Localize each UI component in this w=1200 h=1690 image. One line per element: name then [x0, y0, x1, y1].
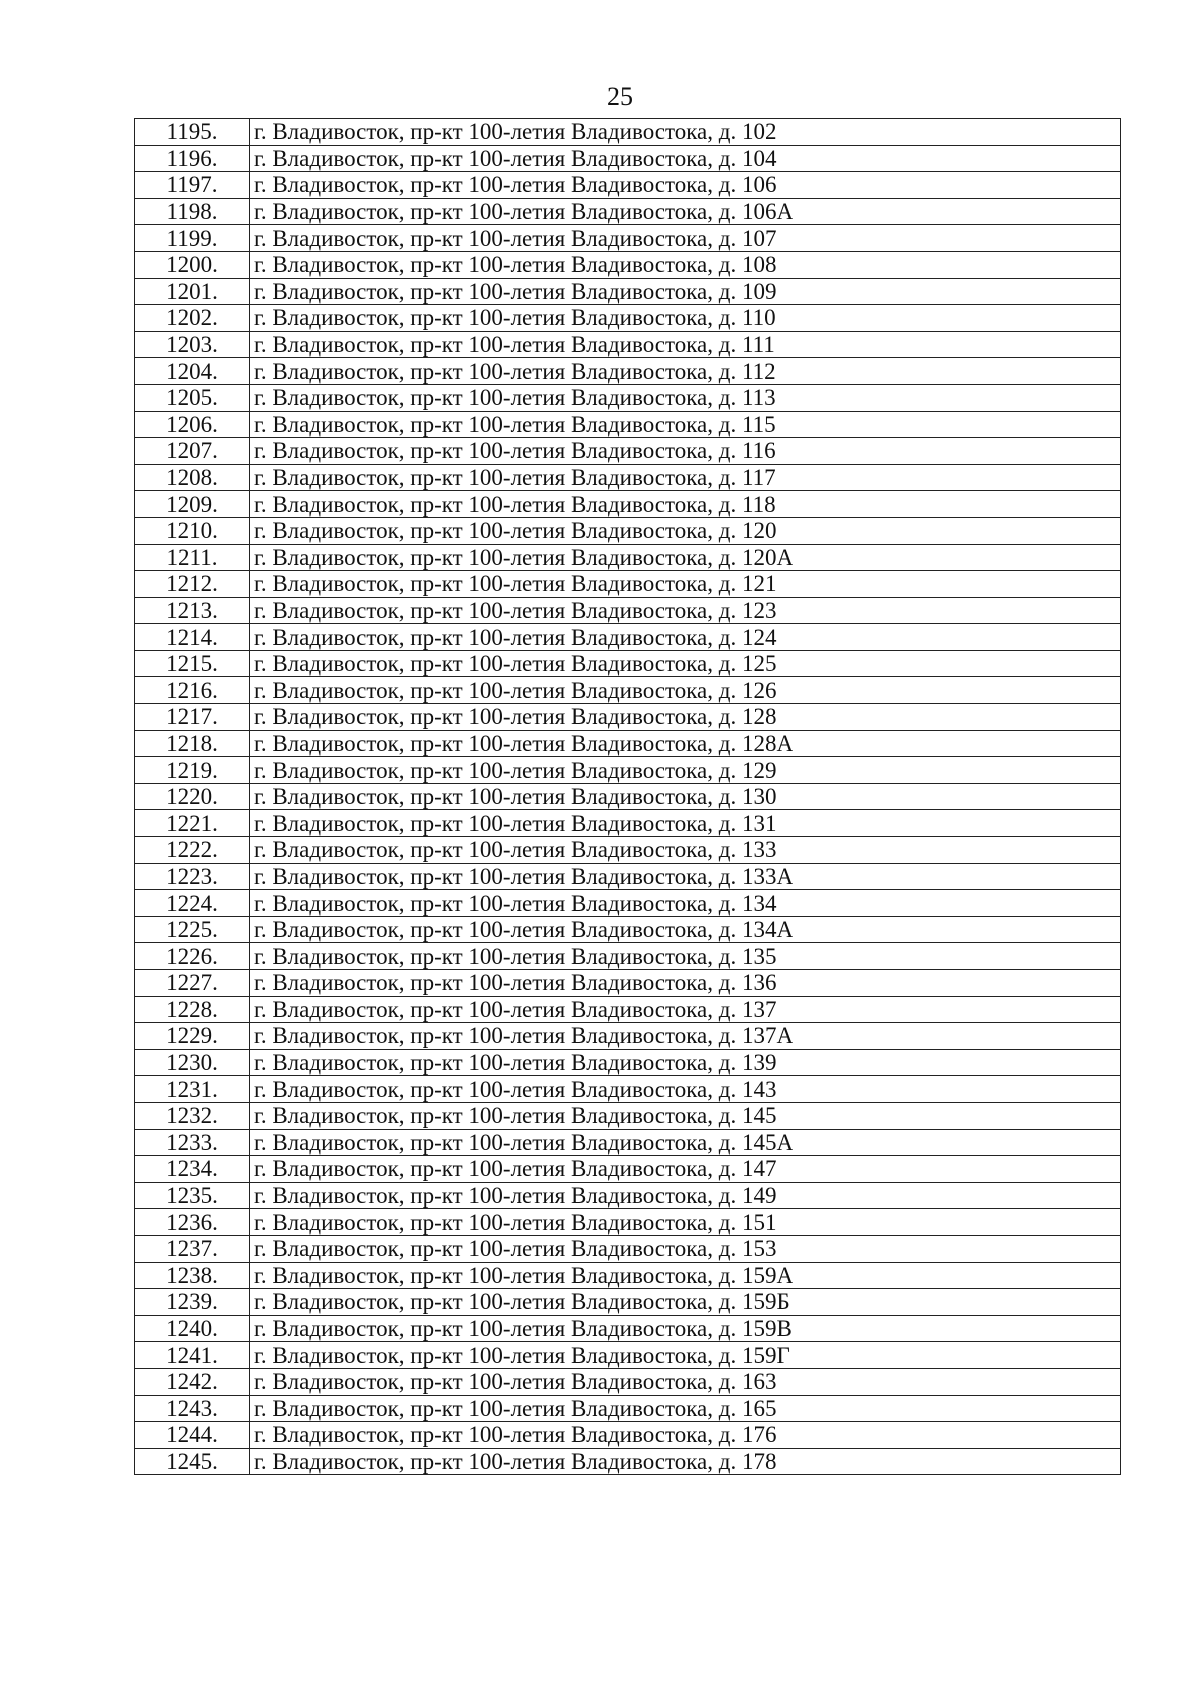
table-row — [135, 863, 1121, 890]
row-number-cell: 1203. — [135, 331, 250, 358]
table-row — [135, 1422, 1121, 1449]
address-cell: г. Владивосток, пр-кт 100-летия Владивостока, д. 117 — [250, 464, 1121, 491]
table-row — [135, 491, 1121, 518]
table-row — [135, 1182, 1121, 1209]
table-row — [135, 172, 1121, 199]
row-number-cell: 1207. — [135, 438, 250, 465]
address-cell: г. Владивосток, пр-кт 100-летия Владивостока, д. 176 — [250, 1422, 1121, 1449]
table-row — [135, 544, 1121, 571]
address-cell: г. Владивосток, пр-кт 100-летия Владивостока, д. 153 — [250, 1235, 1121, 1262]
address-cell: г. Владивосток, пр-кт 100-летия Владивостока, д. 107 — [250, 225, 1121, 252]
address-cell: г. Владивосток, пр-кт 100-летия Владивостока, д. 139 — [250, 1049, 1121, 1076]
address-cell: г. Владивосток, пр-кт 100-летия Владивостока, д. 120 — [250, 517, 1121, 544]
address-cell: г. Владивосток, пр-кт 100-летия Владивостока, д. 145А — [250, 1129, 1121, 1156]
row-number-cell: 1196. — [135, 145, 250, 172]
row-number-cell: 1230. — [135, 1049, 250, 1076]
table-row — [135, 757, 1121, 784]
row-number-cell: 1235. — [135, 1182, 250, 1209]
address-cell: г. Владивосток, пр-кт 100-летия Владивостока, д. 136 — [250, 970, 1121, 997]
row-number-cell: 1225. — [135, 916, 250, 943]
table-row — [135, 198, 1121, 225]
row-number-cell: 1222. — [135, 837, 250, 864]
table-row — [135, 1342, 1121, 1369]
address-cell: г. Владивосток, пр-кт 100-летия Владивостока, д. 111 — [250, 331, 1121, 358]
row-number-cell: 1223. — [135, 863, 250, 890]
row-number-cell: 1218. — [135, 730, 250, 757]
table-row — [135, 331, 1121, 358]
address-cell: г. Владивосток, пр-кт 100-летия Владивостока, д. 178 — [250, 1448, 1121, 1475]
address-cell: г. Владивосток, пр-кт 100-летия Владивостока, д. 123 — [250, 597, 1121, 624]
address-cell: г. Владивосток, пр-кт 100-летия Владивостока, д. 159А — [250, 1262, 1121, 1289]
address-cell: г. Владивосток, пр-кт 100-летия Владивостока, д. 106А — [250, 198, 1121, 225]
address-cell: г. Владивосток, пр-кт 100-летия Владивостока, д. 126 — [250, 677, 1121, 704]
table-row — [135, 1368, 1121, 1395]
row-number-cell: 1195. — [135, 119, 250, 146]
address-cell: г. Владивосток, пр-кт 100-летия Владивостока, д. 159В — [250, 1315, 1121, 1342]
page-number: 25 — [607, 82, 633, 111]
address-table — [134, 118, 1121, 1475]
row-number-cell: 1200. — [135, 251, 250, 278]
address-cell: г. Владивосток, пр-кт 100-летия Владивостока, д. 108 — [250, 251, 1121, 278]
row-number-cell: 1237. — [135, 1235, 250, 1262]
row-number-cell: 1236. — [135, 1209, 250, 1236]
row-number-cell: 1227. — [135, 970, 250, 997]
address-cell: г. Владивосток, пр-кт 100-летия Владивостока, д. 115 — [250, 411, 1121, 438]
address-cell: г. Владивосток, пр-кт 100-летия Владивостока, д. 133А — [250, 863, 1121, 890]
table-row — [135, 1076, 1121, 1103]
table-row — [135, 251, 1121, 278]
address-cell: г. Владивосток, пр-кт 100-летия Владивостока, д. 137А — [250, 1023, 1121, 1050]
table-row — [135, 810, 1121, 837]
row-number-cell: 1224. — [135, 890, 250, 917]
row-number-cell: 1198. — [135, 198, 250, 225]
address-cell: г. Владивосток, пр-кт 100-летия Владивостока, д. 130 — [250, 783, 1121, 810]
row-number-cell: 1210. — [135, 517, 250, 544]
row-number-cell: 1201. — [135, 278, 250, 305]
row-number-cell: 1219. — [135, 757, 250, 784]
row-number-cell: 1202. — [135, 305, 250, 332]
table-row — [135, 1156, 1121, 1183]
table-row — [135, 1049, 1121, 1076]
row-number-cell: 1229. — [135, 1023, 250, 1050]
row-number-cell: 1228. — [135, 996, 250, 1023]
table-row — [135, 119, 1121, 146]
table-row — [135, 1102, 1121, 1129]
table-row — [135, 305, 1121, 332]
address-cell: г. Владивосток, пр-кт 100-летия Владивостока, д. 147 — [250, 1156, 1121, 1183]
table-row — [135, 970, 1121, 997]
address-cell: г. Владивосток, пр-кт 100-летия Владивостока, д. 149 — [250, 1182, 1121, 1209]
address-cell: г. Владивосток, пр-кт 100-летия Владивостока, д. 116 — [250, 438, 1121, 465]
row-number-cell: 1204. — [135, 358, 250, 385]
row-number-cell: 1199. — [135, 225, 250, 252]
row-number-cell: 1239. — [135, 1289, 250, 1316]
address-cell: г. Владивосток, пр-кт 100-летия Владивостока, д. 145 — [250, 1102, 1121, 1129]
row-number-cell: 1242. — [135, 1368, 250, 1395]
table-row — [135, 837, 1121, 864]
address-cell: г. Владивосток, пр-кт 100-летия Владивостока, д. 151 — [250, 1209, 1121, 1236]
table-row — [135, 1209, 1121, 1236]
table-row — [135, 358, 1121, 385]
table-row — [135, 730, 1121, 757]
row-number-cell: 1212. — [135, 571, 250, 598]
row-number-cell: 1233. — [135, 1129, 250, 1156]
address-cell: г. Владивосток, пр-кт 100-летия Владивостока, д. 159Б — [250, 1289, 1121, 1316]
row-number-cell: 1243. — [135, 1395, 250, 1422]
row-number-cell: 1205. — [135, 384, 250, 411]
address-cell: г. Владивосток, пр-кт 100-летия Владивостока, д. 129 — [250, 757, 1121, 784]
table-row — [135, 278, 1121, 305]
table-row — [135, 438, 1121, 465]
address-cell: г. Владивосток, пр-кт 100-летия Владивостока, д. 109 — [250, 278, 1121, 305]
table-row — [135, 464, 1121, 491]
table-row — [135, 145, 1121, 172]
table-row — [135, 1289, 1121, 1316]
address-cell: г. Владивосток, пр-кт 100-летия Владивостока, д. 113 — [250, 384, 1121, 411]
row-number-cell: 1238. — [135, 1262, 250, 1289]
row-number-cell: 1221. — [135, 810, 250, 837]
address-cell: г. Владивосток, пр-кт 100-летия Владивостока, д. 124 — [250, 624, 1121, 651]
address-cell: г. Владивосток, пр-кт 100-летия Владивостока, д. 118 — [250, 491, 1121, 518]
row-number-cell: 1240. — [135, 1315, 250, 1342]
row-number-cell: 1206. — [135, 411, 250, 438]
address-cell: г. Владивосток, пр-кт 100-летия Владивостока, д. 102 — [250, 119, 1121, 146]
table-row — [135, 597, 1121, 624]
address-cell: г. Владивосток, пр-кт 100-летия Владивостока, д. 104 — [250, 145, 1121, 172]
address-cell: г. Владивосток, пр-кт 100-летия Владивостока, д. 125 — [250, 650, 1121, 677]
row-number-cell: 1231. — [135, 1076, 250, 1103]
address-table-body — [135, 119, 1121, 1475]
table-row — [135, 1129, 1121, 1156]
row-number-cell: 1217. — [135, 704, 250, 731]
table-row — [135, 704, 1121, 731]
row-number-cell: 1215. — [135, 650, 250, 677]
address-cell: г. Владивосток, пр-кт 100-летия Владивостока, д. 128А — [250, 730, 1121, 757]
table-row — [135, 1023, 1121, 1050]
table-row — [135, 1448, 1121, 1475]
table-row — [135, 517, 1121, 544]
row-number-cell: 1209. — [135, 491, 250, 518]
table-row — [135, 677, 1121, 704]
table-row — [135, 916, 1121, 943]
row-number-cell: 1245. — [135, 1448, 250, 1475]
address-cell: г. Владивосток, пр-кт 100-летия Владивостока, д. 106 — [250, 172, 1121, 199]
address-cell: г. Владивосток, пр-кт 100-летия Владивостока, д. 159Г — [250, 1342, 1121, 1369]
row-number-cell: 1244. — [135, 1422, 250, 1449]
row-number-cell: 1214. — [135, 624, 250, 651]
table-row — [135, 1395, 1121, 1422]
row-number-cell: 1197. — [135, 172, 250, 199]
table-row — [135, 225, 1121, 252]
address-cell: г. Владивосток, пр-кт 100-летия Владивостока, д. 112 — [250, 358, 1121, 385]
address-cell: г. Владивосток, пр-кт 100-летия Владивостока, д. 110 — [250, 305, 1121, 332]
table-row — [135, 650, 1121, 677]
address-cell: г. Владивосток, пр-кт 100-летия Владивостока, д. 134 — [250, 890, 1121, 917]
address-cell: г. Владивосток, пр-кт 100-летия Владивостока, д. 128 — [250, 704, 1121, 731]
address-cell: г. Владивосток, пр-кт 100-летия Владивостока, д. 120А — [250, 544, 1121, 571]
address-cell: г. Владивосток, пр-кт 100-летия Владивостока, д. 163 — [250, 1368, 1121, 1395]
table-row — [135, 624, 1121, 651]
row-number-cell: 1208. — [135, 464, 250, 491]
table-row — [135, 943, 1121, 970]
address-cell: г. Владивосток, пр-кт 100-летия Владивостока, д. 165 — [250, 1395, 1121, 1422]
table-row — [135, 890, 1121, 917]
row-number-cell: 1241. — [135, 1342, 250, 1369]
row-number-cell: 1213. — [135, 597, 250, 624]
address-cell: г. Владивосток, пр-кт 100-летия Владивостока, д. 134А — [250, 916, 1121, 943]
table-row — [135, 411, 1121, 438]
table-row — [135, 996, 1121, 1023]
row-number-cell: 1220. — [135, 783, 250, 810]
row-number-cell: 1234. — [135, 1156, 250, 1183]
row-number-cell: 1211. — [135, 544, 250, 571]
table-row — [135, 783, 1121, 810]
row-number-cell: 1232. — [135, 1102, 250, 1129]
table-row — [135, 571, 1121, 598]
table-row — [135, 384, 1121, 411]
table-row — [135, 1235, 1121, 1262]
address-cell: г. Владивосток, пр-кт 100-летия Владивостока, д. 121 — [250, 571, 1121, 598]
address-cell: г. Владивосток, пр-кт 100-летия Владивостока, д. 131 — [250, 810, 1121, 837]
address-cell: г. Владивосток, пр-кт 100-летия Владивостока, д. 135 — [250, 943, 1121, 970]
address-cell: г. Владивосток, пр-кт 100-летия Владивостока, д. 137 — [250, 996, 1121, 1023]
table-row — [135, 1315, 1121, 1342]
table-row — [135, 1262, 1121, 1289]
address-cell: г. Владивосток, пр-кт 100-летия Владивостока, д. 143 — [250, 1076, 1121, 1103]
address-cell: г. Владивосток, пр-кт 100-летия Владивостока, д. 133 — [250, 837, 1121, 864]
row-number-cell: 1226. — [135, 943, 250, 970]
row-number-cell: 1216. — [135, 677, 250, 704]
